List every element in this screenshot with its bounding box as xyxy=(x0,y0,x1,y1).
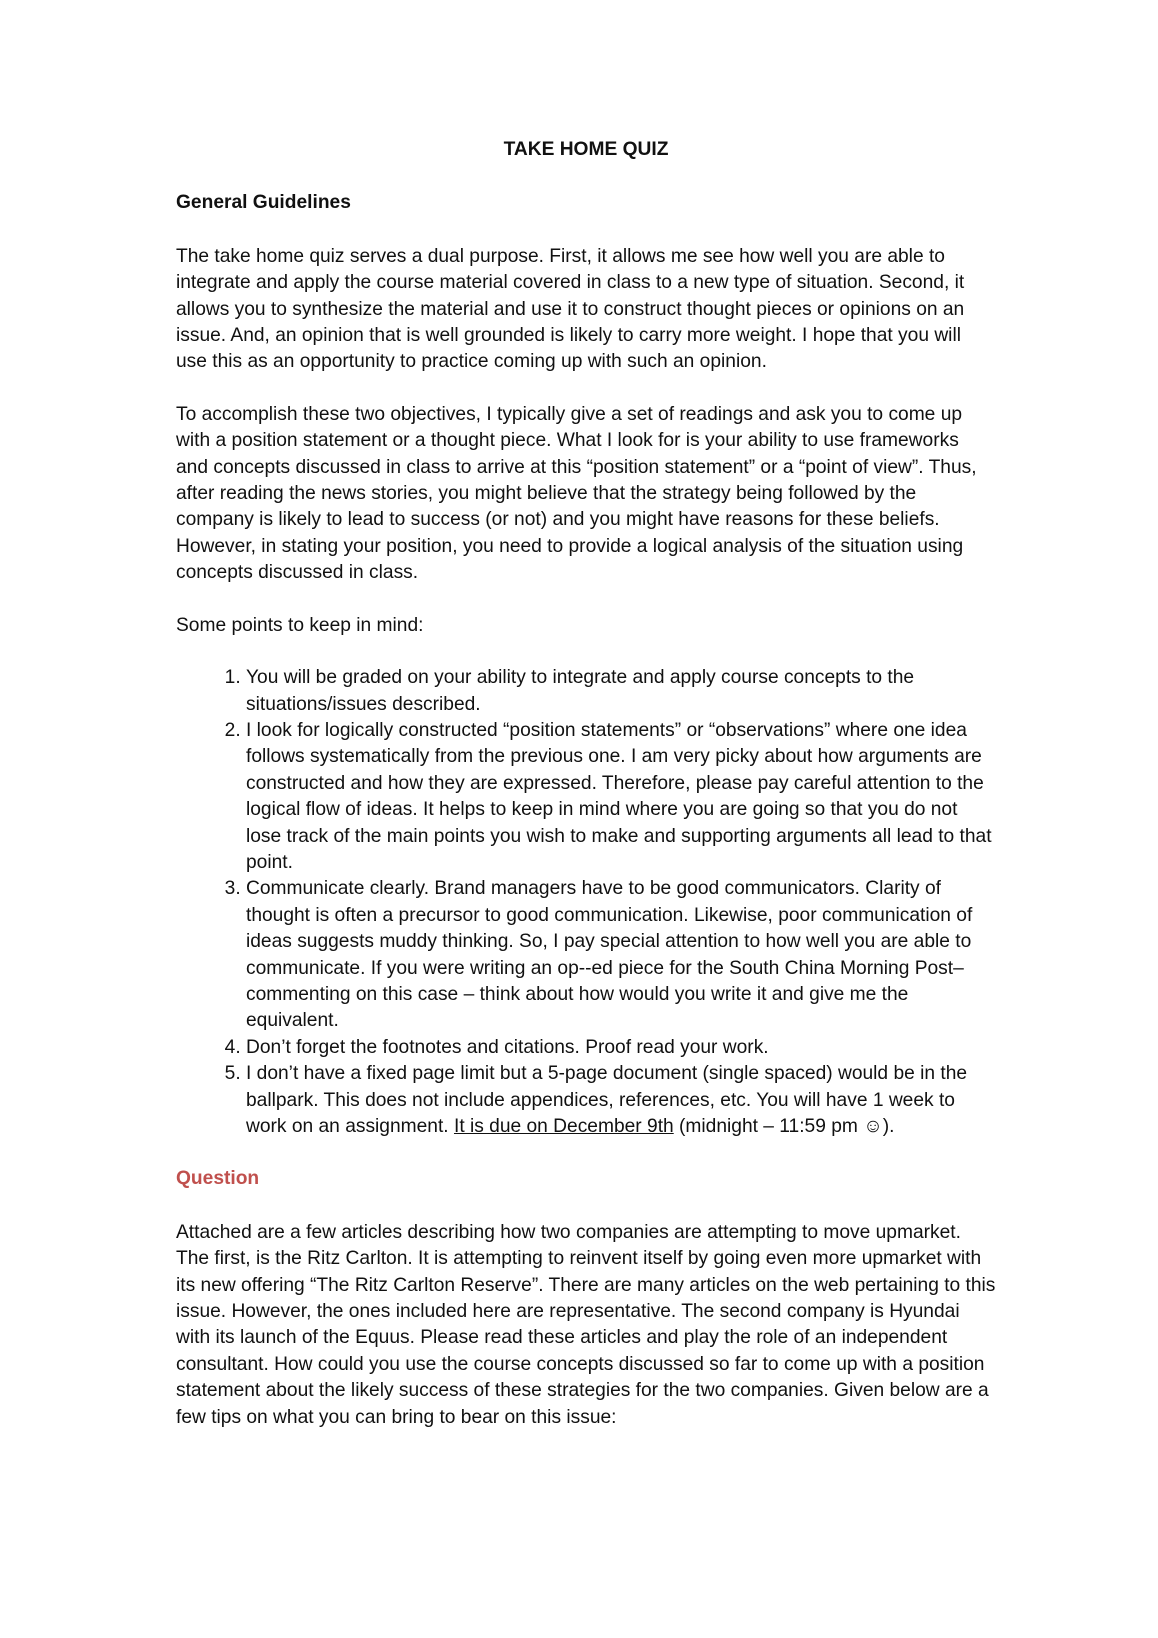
list-item: 4. Don’t forget the footnotes and citations. Proof read your work. xyxy=(246,1035,996,1061)
page-title: TAKE HOME QUIZ xyxy=(503,139,669,160)
list-item xyxy=(246,1061,996,1140)
list-item: 3. Communicate clearly. Brand managers have to be good communicators. Clarity of thought is often a precursor to good communication. Likewise, poor communication of ideas suggests muddy thinking. So, I pay special attention to how well you are able to communicate. If you were writing an op--ed piece for the South China Morning Post– commenting on this case – think about how would you write it and give me the equivalent. xyxy=(246,876,996,1034)
objectives-paragraph: To accomplish these two objectives, I typically give a set of readings and ask you to come up with a position statement or a thought piece. What I look for is your ability to use frameworks and concepts discussed in class to arrive at this “position statement” or a “point of view”. Thus, after reading the news stories, you might believe that the strategy being followed by the company is likely to lead to success (or not) and you might have reasons for these beliefs. However, in stating your position, you need to provide a logical analysis of the situation using concepts discussed in class. xyxy=(176,403,977,584)
question-paragraph: Attached are a few articles describing how two companies are attempting to move upmarket. The first, is the Ritz Carlton. It is attempting to reinvent itself by going even more upmarket with its new offering “The Ritz Carlton Reserve”. There are many articles on the web pertaining to this issue. However, the ones included here are representative. The second company is Hyundai with its launch of the Equus. Please read these articles and play the role of an independent consultant. How could you use the course concepts discussed so far to come up with a position statement about the likely success of these strategies for the two companies. Given below are a few tips on what you can bring to bear on this issue: xyxy=(176,1221,996,1428)
general-guidelines-heading: General Guidelines xyxy=(176,192,351,214)
list-item: 2. I look for logically constructed “position statements” or “observations” where one idea follows systematically from the previous one. I am very picky about how arguments are constructed and how they are expressed. Therefore, please pay careful attention to the logical flow of ideas. It helps to keep in mind where you are going so that you do not lose track of the main points you wish to make and supporting arguments all lead to that point. xyxy=(246,718,996,876)
points-intro: Some points to keep in mind: xyxy=(176,614,424,636)
question-heading: Question xyxy=(176,1168,260,1190)
due-date-text: It is due on December 9th xyxy=(453,1116,674,1137)
point5-deadline: (midnight – 11:59 pm ☺). xyxy=(673,1116,895,1137)
document-page xyxy=(176,137,996,1457)
list-item: 1. You will be graded on your ability to integrate and apply course concepts to the situations/issues described. xyxy=(246,665,996,718)
point5-text: I don’t have a fixed page limit but a 5-page document (single spaced) would be in the ballpark. This does not include appendices, references, etc. You will have 1 week to work on an assignment. xyxy=(246,1063,968,1137)
points-list xyxy=(176,665,996,1140)
purpose-paragraph: The take home quiz serves a dual purpose. First, it allows me see how well you are able to integrate and apply the course material covered in class to a new type of situation. Second, it allows you to synthesize the material and use it to construct thought pieces or opinions on an issue. And, an opinion that is well grounded is likely to carry more weight. I hope that you will use this as an opportunity to practice coming up with such an opinion. xyxy=(176,245,965,373)
